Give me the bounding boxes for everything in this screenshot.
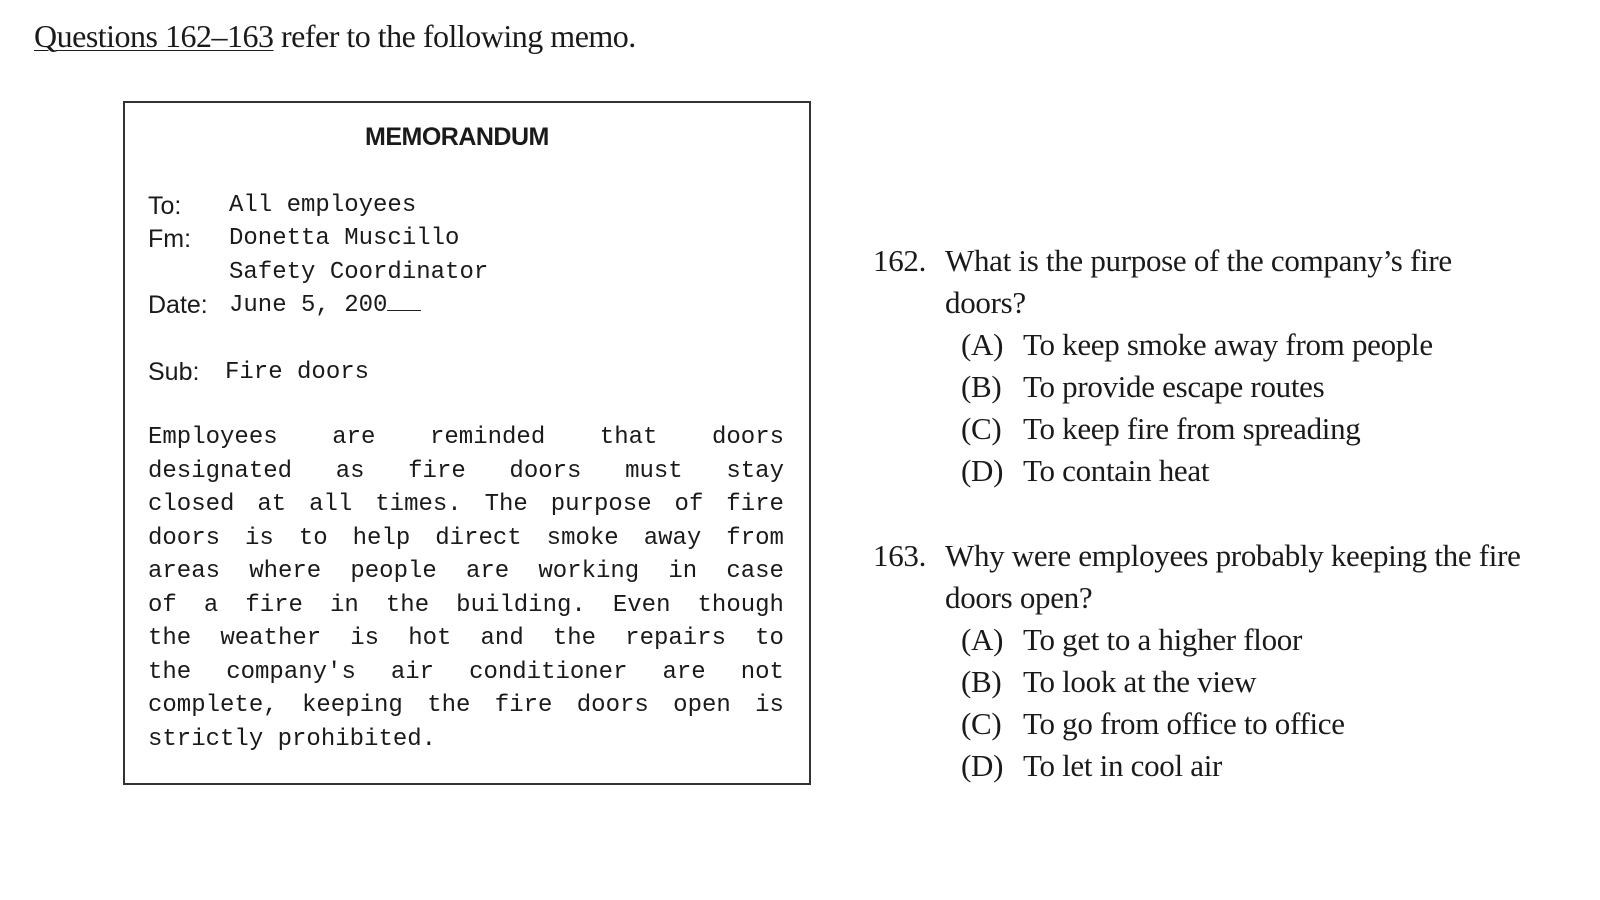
memo-title: MEMORANDUM — [365, 123, 549, 151]
memo-body-line — [148, 488, 784, 522]
option-text: To keep fire from spreading — [1023, 411, 1361, 446]
memo-word: weather — [220, 625, 322, 652]
answer-option-b[interactable] — [961, 366, 1533, 408]
memo-word: not — [740, 658, 784, 686]
memo-word: closed — [148, 491, 235, 518]
option-letter: (D) — [961, 453, 1004, 488]
questions-intro — [34, 18, 636, 55]
memo-word: conditioner — [469, 658, 628, 686]
answer-option-c[interactable] — [961, 408, 1533, 450]
memo-box — [123, 101, 811, 785]
option-text: To contain heat — [1023, 453, 1210, 488]
memo-word: working — [538, 558, 640, 585]
memo-word: and — [480, 625, 524, 652]
memo-word: designated — [148, 457, 293, 485]
option-letter: (A) — [961, 327, 1004, 362]
memo-word: the — [427, 692, 471, 719]
answer-option-c[interactable] — [961, 703, 1533, 745]
question-stem: What is the purpose of the company’s fire doors? — [945, 243, 1452, 320]
answer-options — [961, 619, 1533, 787]
memo-word: is — [350, 625, 380, 652]
memo-word: the — [385, 591, 430, 619]
memo-body — [148, 421, 784, 756]
memo-body-line — [148, 421, 784, 455]
memo-word: as — [335, 457, 365, 485]
memo-word: in — [330, 591, 359, 619]
memo-word: repairs — [625, 625, 726, 652]
memo-body-line — [148, 656, 784, 690]
answer-option-a[interactable] — [961, 324, 1533, 366]
option-letter: (B) — [961, 664, 1002, 699]
question-163 — [873, 535, 1533, 787]
memo-word: case — [726, 558, 784, 585]
memo-word: that — [599, 424, 658, 451]
memo-word: doors — [148, 524, 221, 552]
memo-word: though — [697, 591, 784, 619]
memo-word: fire — [245, 591, 303, 619]
option-text: To look at the view — [1023, 664, 1257, 699]
memo-word: The — [484, 491, 528, 518]
memo-word: complete, — [148, 692, 278, 719]
memo-word: stay — [726, 457, 784, 485]
memo-body-line — [148, 522, 784, 556]
memo-word: a — [203, 591, 219, 619]
memo-word: must — [625, 457, 683, 485]
answer-option-b[interactable] — [961, 661, 1533, 703]
memo-word: the — [148, 658, 192, 686]
option-text: To get to a higher floor — [1023, 622, 1303, 657]
memo-word: open — [673, 692, 731, 719]
memo-word: air — [390, 658, 435, 686]
memo-word: is — [755, 692, 784, 719]
memo-word: reminded — [430, 424, 546, 451]
memo-to-label: To: — [148, 192, 182, 220]
option-text: To go from office to office — [1023, 706, 1345, 741]
memo-body-line — [148, 723, 784, 757]
answer-option-d[interactable] — [961, 450, 1533, 492]
option-text: To provide escape routes — [1023, 369, 1325, 404]
memo-word: doors — [576, 692, 649, 719]
memo-body-line — [148, 689, 784, 723]
memo-word: are — [332, 424, 376, 451]
memo-word: in — [668, 558, 698, 585]
memo-word: keeping — [302, 692, 403, 719]
memo-word: Even — [612, 591, 671, 619]
memo-word: building. — [456, 591, 586, 619]
memo-word: from — [726, 524, 784, 552]
memo-word: help — [352, 524, 411, 552]
memo-word: direct — [435, 524, 522, 552]
option-letter: (A) — [961, 622, 1004, 657]
intro-text: refer to the following memo. — [273, 18, 636, 54]
memo-word: areas — [148, 558, 221, 585]
question-range: Questions 162–163 — [34, 18, 274, 54]
memo-from-name: Donetta Muscillo — [229, 225, 460, 252]
option-text: To let in cool air — [1023, 748, 1223, 783]
question-162 — [873, 240, 1533, 492]
memo-word: are — [662, 658, 706, 686]
memo-word: people — [350, 558, 437, 585]
memo-word: the — [148, 625, 192, 652]
memo-word: to — [755, 625, 784, 652]
question-number: 162. — [873, 243, 927, 278]
memo-sub-value: Fire doors — [225, 359, 370, 386]
memo-word: all — [309, 491, 353, 518]
memo-word: doors — [509, 457, 582, 485]
memo-word: doors — [711, 424, 784, 451]
memo-word: fire — [726, 491, 784, 518]
memo-word: is — [245, 524, 274, 552]
answer-options — [961, 324, 1533, 492]
memo-word: of — [674, 491, 704, 518]
option-text: To keep smoke away from people — [1023, 327, 1433, 362]
memo-word: away — [643, 524, 702, 552]
memo-word: purpose — [550, 491, 652, 518]
memo-to-value: All employees — [229, 192, 417, 219]
memo-word: to — [298, 524, 328, 552]
memo-word: company's — [226, 658, 356, 686]
memo-word: the — [552, 625, 597, 652]
answer-option-d[interactable] — [961, 745, 1533, 787]
question-number: 163. — [873, 538, 927, 573]
memo-word: Employees — [148, 424, 278, 451]
memo-body-line — [148, 555, 784, 589]
option-letter: (B) — [961, 369, 1002, 404]
memo-word: strictly prohibited. — [148, 725, 437, 753]
memo-word: of — [148, 591, 177, 619]
memo-date — [229, 292, 421, 319]
memo-body-line — [148, 622, 784, 656]
memo-date-label: Date: — [148, 291, 208, 319]
memo-word: smoke — [546, 524, 619, 552]
answer-option-a[interactable] — [961, 619, 1533, 661]
memo-from-label: Fm: — [148, 225, 192, 253]
memo-sub-label: Sub: — [148, 358, 200, 386]
memo-word: times. — [375, 491, 462, 518]
memo-word: where — [249, 558, 322, 585]
date-blank-line — [387, 292, 421, 311]
memo-from-title: Safety Coordinator — [229, 259, 489, 286]
option-letter: (C) — [961, 411, 1002, 446]
memo-date-value: June 5, 200 — [229, 292, 388, 319]
memo-word: at — [257, 491, 287, 518]
option-letter: (D) — [961, 748, 1004, 783]
memo-body-line — [148, 589, 784, 623]
memo-word: fire — [408, 457, 466, 485]
memo-body-line — [148, 455, 784, 489]
memo-word: fire — [494, 692, 553, 719]
option-letter: (C) — [961, 706, 1002, 741]
question-stem: Why were employees probably keeping the fire doors open? — [945, 538, 1521, 615]
memo-word: are — [465, 558, 510, 585]
memo-word: hot — [408, 625, 452, 652]
